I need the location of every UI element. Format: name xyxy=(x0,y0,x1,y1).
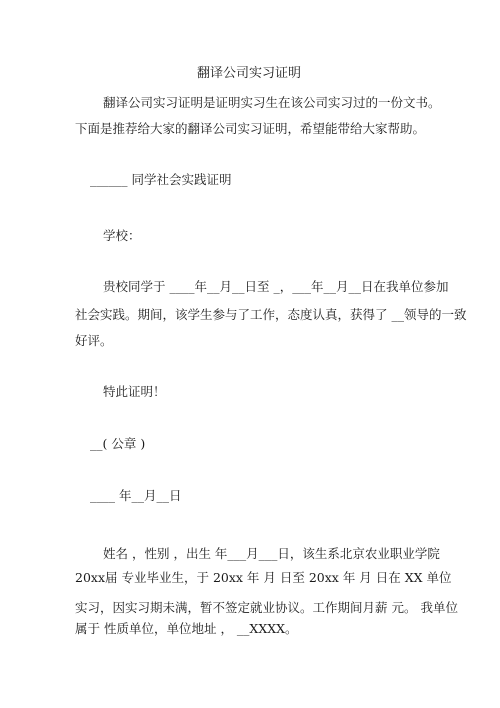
intro-line-2: 下面是推荐给大家的翻译公司实习证明，希望能带给大家帮助。 xyxy=(75,121,426,136)
certificate-heading: ______ 同学社会实践证明 xyxy=(90,172,232,187)
paragraph2-line-4: 属于 性质单位，单位地址 ， __XXXX。 xyxy=(75,621,298,636)
body-line-1: 贵校同学于 ____年__月__日至 _，___年__月__日在我单位参加 xyxy=(103,279,449,294)
date-line: ____ 年__月__日 xyxy=(90,488,182,503)
body-line-2: 社会实践。期间，该学生参与了工作，态度认真，获得了 __领导的一致 xyxy=(75,307,467,322)
paragraph2-line-2: 20xx届 专业毕业生，于 20xx 年 月 日至 20xx 年 月 日在 XX 单位 xyxy=(75,570,452,585)
closing-text: 特此证明！ xyxy=(103,384,166,399)
paragraph2-line-3: 实习，因实习期未满，暂不签定就业协议。工作期间月薪 元。 我单位 xyxy=(75,600,458,615)
body-line-3: 好评。 xyxy=(75,333,113,348)
intro-line-1: 翻译公司实习证明是证明实习生在该公司实习过的一份文书。 xyxy=(103,95,441,110)
seal-line: __( 公章 ) xyxy=(90,436,146,451)
document-title: 翻译公司实习证明 xyxy=(197,66,302,81)
paragraph2-line-1: 姓名 ，性别 ，出生 年___月___日，该生系北京农业职业学院 xyxy=(103,546,440,561)
salutation: 学校： xyxy=(103,228,141,243)
